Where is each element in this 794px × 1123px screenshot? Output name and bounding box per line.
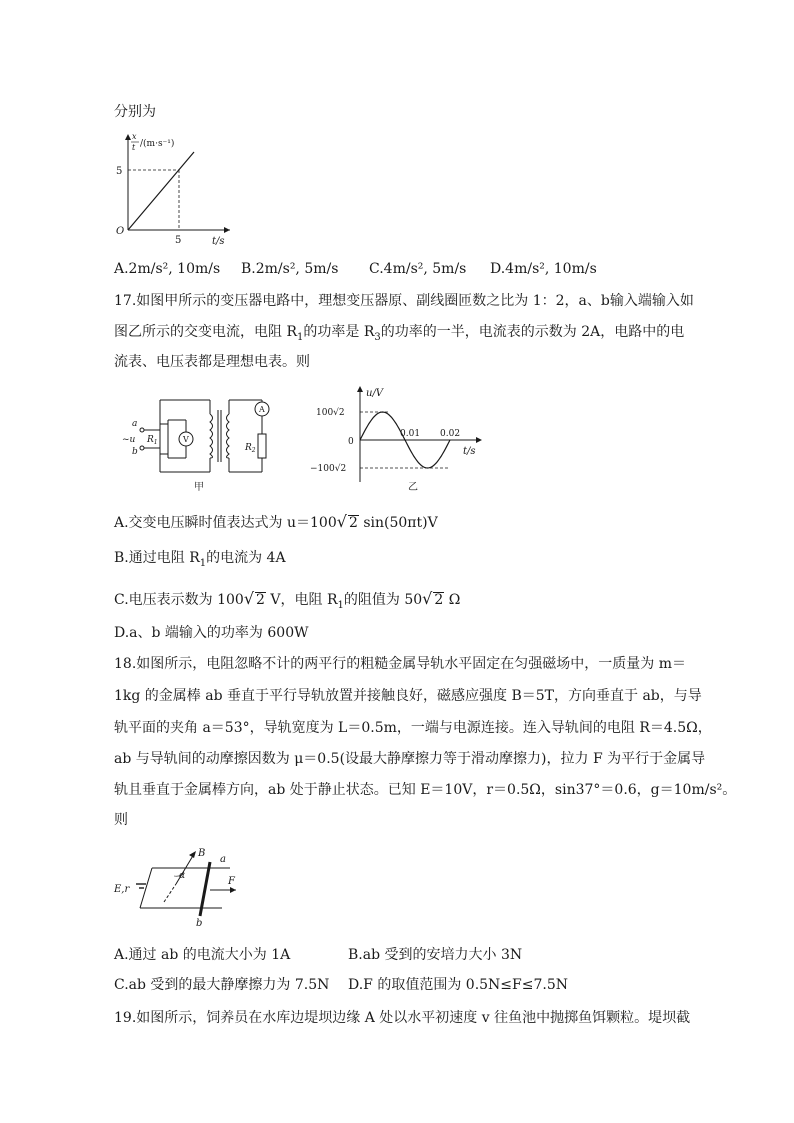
q16-ylabel-den: t: [132, 143, 136, 152]
q16-xlabel: t/s: [212, 236, 225, 247]
q16-ylabel-num: x: [132, 132, 137, 141]
q17-caption-jia: 甲: [194, 482, 204, 492]
q18-line3: 轨平面的夹角 a＝53°，导轨宽度为 L＝0.5m，一端与电源连接。连入导轨间的电阻 R＝4.5Ω，: [114, 720, 712, 736]
q18-option-d[interactable]: D.F 的取值范围为 0.5N≤F≤7.5N: [348, 977, 568, 993]
q16-origin: O: [116, 226, 125, 237]
q17-wave-t1: 0.01: [400, 429, 421, 439]
q18-line1: 18.如图所示，电阻忽略不计的两平行的粗糙金属导轨水平固定在匀强磁场中，一质量为 m＝: [114, 656, 686, 672]
q17-r2-label: $R_2$: [245, 443, 256, 454]
q17-line2: 图乙所示的交变电流，电阻 $R_1$的功率是 $R_3$的功率的一半，电流表的示数为 2A，电路中的电: [114, 324, 685, 343]
q17-ammeter-label: A: [259, 405, 265, 414]
q16-option-d[interactable]: D.4m/s², 10m/s: [490, 261, 597, 277]
q17-voltage-waveform: [310, 382, 490, 494]
q17-source-u: ~u: [122, 435, 136, 445]
q18-label-f: F: [228, 876, 235, 887]
q18-label-b-field: B: [198, 848, 206, 859]
q17-r1-label: $R_1$: [147, 435, 158, 446]
q17-option-a[interactable]: A.交变电压瞬时值表达式为 u＝100√ 2 sin(50πt)V: [114, 512, 438, 531]
q18-line5: 轨且垂直于金属棒方向，ab 处于静止状态。已知 E＝10V，r＝0.5Ω，sin37°＝0.6，g＝10m/s²。: [114, 782, 737, 798]
q16-option-b[interactable]: B.2m/s², 5m/s: [241, 261, 339, 277]
q17-voltmeter-label: V: [183, 435, 189, 444]
q16-velocity-graph: [112, 130, 242, 250]
q18-label-b: b: [196, 918, 203, 928]
q18-option-c[interactable]: C.ab 受到的最大静摩擦力为 7.5N: [114, 977, 330, 993]
q19-line1: 19.如图所示，饲养员在水库边堤坝边缘 A 处以水平初速度 v 往鱼池中抛掷鱼饵颗粒。堤坝截: [114, 1010, 691, 1026]
q16-option-c[interactable]: C.4m/s², 5m/s: [369, 261, 467, 277]
q16-tail-text: 分别为: [114, 104, 156, 120]
q17-option-b[interactable]: B.通过电阻 $R_1$的电流为 4A: [114, 550, 286, 569]
q17-caption-yi: 乙: [408, 482, 418, 493]
q18-option-b[interactable]: B.ab 受到的安培力大小 3N: [348, 947, 523, 963]
q17-wave-ymin: −100√2: [310, 464, 347, 474]
q18-line4: ab 与导轨间的动摩擦因数为 μ＝0.5(设最大静摩擦力等于滑动摩擦力)，拉力 F 为平行于金属导: [114, 751, 706, 767]
q16-xtick: 5: [175, 235, 182, 246]
q18-option-a[interactable]: A.通过 ab 的电流大小为 1A: [114, 947, 291, 963]
q17-line1: 17.如图甲所示的变压器电路中，理想变压器原、副线圈匝数之比为 1：2，a、b输入端输入如: [114, 293, 694, 309]
q18-label-a: a: [220, 854, 226, 865]
q18-label-alpha: α: [179, 871, 186, 881]
q18-line6: 则: [114, 812, 128, 828]
q18-label-er: E,r: [114, 884, 130, 895]
q17-terminal-a: a: [132, 419, 138, 429]
q18-line2: 1kg 的金属棒 ab 垂直于平行导轨放置并接触良好，磁感应强度 B＝5T，方向垂直于 ab，与导: [114, 688, 702, 704]
q17-option-d[interactable]: D.a、b 端输入的功率为 600W: [114, 625, 309, 641]
q17-option-c[interactable]: C.电压表示数为 100√ 2 V，电阻 $R_1$的阻值为 50√ 2 Ω: [114, 589, 461, 611]
q17-wave-t2: 0.02: [440, 429, 461, 439]
q17-transformer-circuit: [112, 392, 287, 492]
q16-option-a[interactable]: A.2m/s², 10m/s: [114, 261, 221, 277]
q17-wave-ymax: 100√2: [316, 408, 345, 418]
q17-wave-ylabel: u/V: [366, 388, 384, 399]
q17-terminal-b: b: [132, 447, 138, 457]
q16-ylabel-unit: /(m·s⁻¹): [140, 139, 175, 149]
q17-wave-xlabel: t/s: [463, 446, 476, 457]
q16-ytick: 5: [116, 166, 123, 177]
q18-rail-figure: [112, 844, 237, 928]
q17-line3: 流表、电压表都是理想电表。则: [114, 354, 310, 370]
q17-wave-zero: 0: [348, 437, 354, 447]
